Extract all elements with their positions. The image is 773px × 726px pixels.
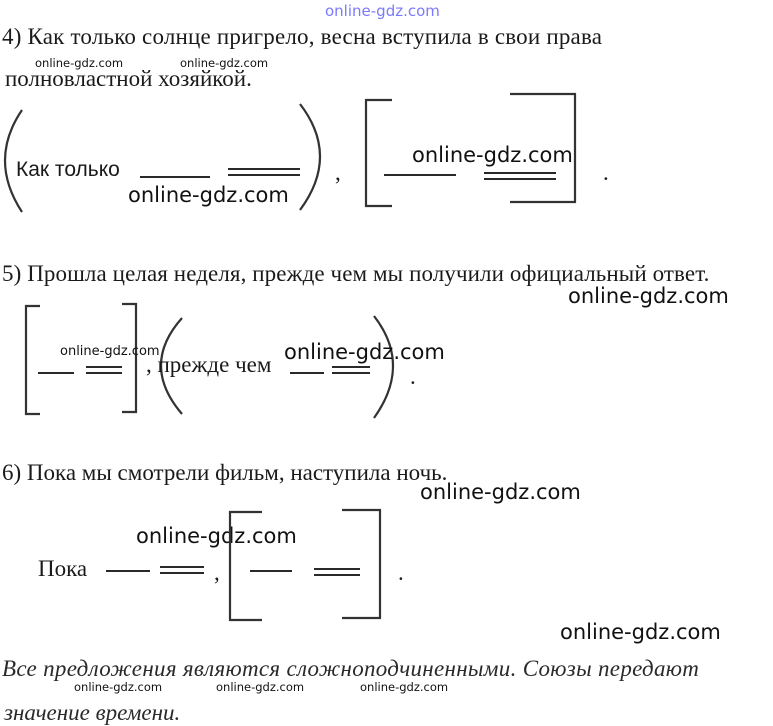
- predicate-line-top: [160, 566, 204, 568]
- conclusion-line2: значение времени.: [4, 700, 181, 725]
- watermark: online-gdz.com: [568, 284, 729, 308]
- item4-comma: ,: [335, 160, 341, 185]
- watermark: online-gdz.com: [60, 344, 160, 359]
- watermark: online-gdz.com: [412, 143, 573, 167]
- item4-sentence-line1: 4) Как только солнце пригрело, весна вступила в свои права: [2, 24, 603, 49]
- watermark: online-gdz.com: [74, 680, 163, 694]
- conclusion-line1: Все предложения являются сложноподчиненными. Союзы передают: [2, 656, 700, 681]
- item4-conjunction: Как только: [16, 158, 120, 181]
- item5-sentence: 5) Прошла целая неделя, прежде чем мы получили официальный ответ.: [2, 261, 710, 286]
- item5-period: .: [410, 364, 416, 389]
- watermark: online-gdz.com: [360, 680, 449, 694]
- subject-line: [250, 570, 292, 572]
- item4-sentence-line2: полновластной хозяйкой.: [5, 66, 252, 91]
- item6-period: .: [398, 560, 404, 585]
- watermark-top: online-gdz.com: [325, 2, 440, 20]
- item6-sentence: 6) Пока мы смотрели фильм, наступила ночь.: [2, 460, 448, 485]
- watermark: online-gdz.com: [560, 620, 721, 644]
- watermark: online-gdz.com: [128, 183, 289, 207]
- predicate-line-bottom: [314, 574, 360, 576]
- item6-comma: ,: [214, 560, 220, 585]
- watermark: online-gdz.com: [216, 680, 305, 694]
- predicate-line-top: [314, 568, 360, 570]
- watermark: online-gdz.com: [284, 340, 445, 364]
- predicate-line-bottom: [160, 572, 204, 574]
- watermark: online-gdz.com: [136, 524, 297, 548]
- watermark: online-gdz.com: [420, 480, 581, 504]
- subject-line: [106, 570, 150, 572]
- item4-period: .: [603, 160, 609, 185]
- watermark: online-gdz.com: [180, 56, 269, 70]
- item6-conjunction: Пока: [38, 556, 88, 581]
- watermark: online-gdz.com: [35, 56, 124, 70]
- item5-conjunction: , прежде чем: [146, 352, 272, 377]
